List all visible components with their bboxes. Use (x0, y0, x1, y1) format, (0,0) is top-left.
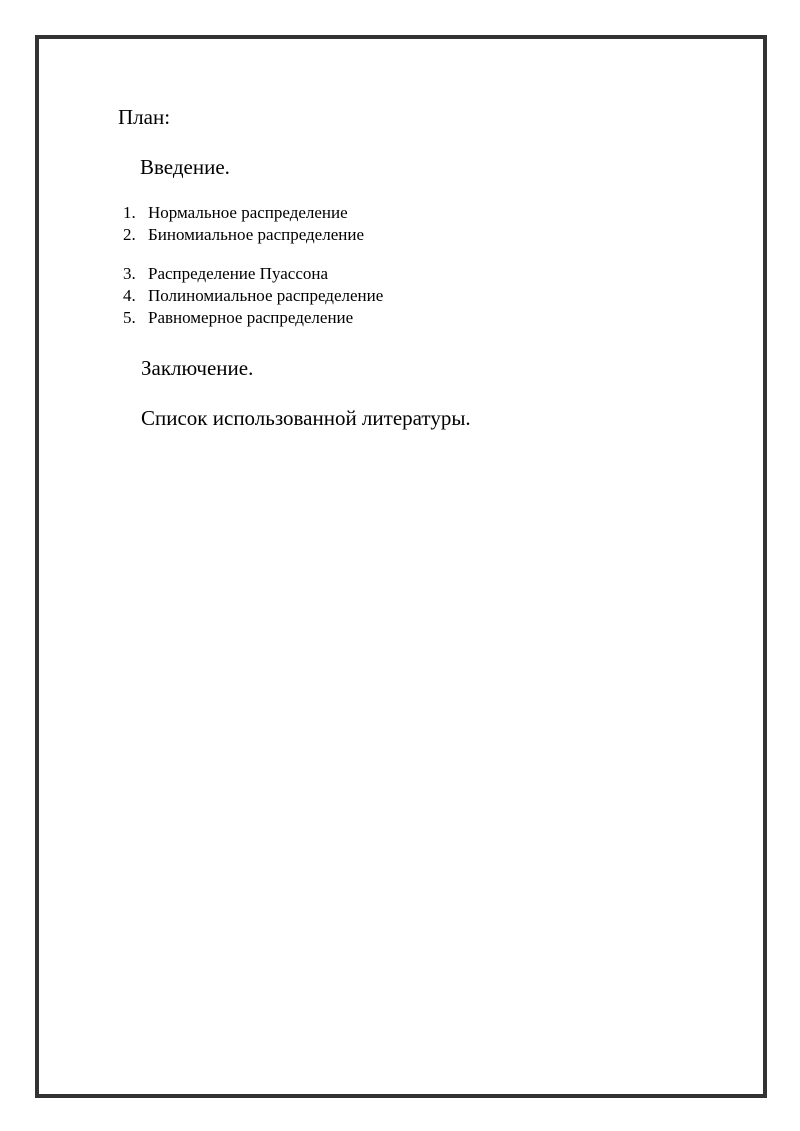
toc-item-number: 5. (123, 308, 136, 327)
conclusion-title: Заключение. (141, 356, 254, 380)
toc-item-5 (123, 307, 383, 329)
toc-item-label: Полиномиальное распределение (148, 286, 384, 305)
toc-item-label: Биномиальное распределение (148, 225, 364, 244)
toc-item-label: Равномерное распределение (148, 308, 354, 327)
toc-item-4 (123, 285, 383, 307)
toc-item-1 (123, 202, 364, 224)
toc-item-number: 1. (123, 203, 136, 222)
page-frame (35, 35, 767, 1098)
toc-item-label: Нормальное распределение (148, 203, 348, 222)
toc-item-3 (123, 263, 383, 285)
toc-item-number: 4. (123, 286, 136, 305)
toc-list-part-1 (123, 202, 364, 246)
toc-item-number: 3. (123, 264, 136, 283)
references-title: Список использованной литературы. (141, 406, 471, 430)
plan-heading: План: (118, 105, 171, 129)
toc-item-number: 2. (123, 225, 136, 244)
toc-item-label: Распределение Пуассона (148, 264, 329, 283)
toc-list-part-2 (123, 263, 383, 329)
toc-item-2 (123, 224, 364, 246)
introduction-title: Введение. (140, 155, 230, 179)
